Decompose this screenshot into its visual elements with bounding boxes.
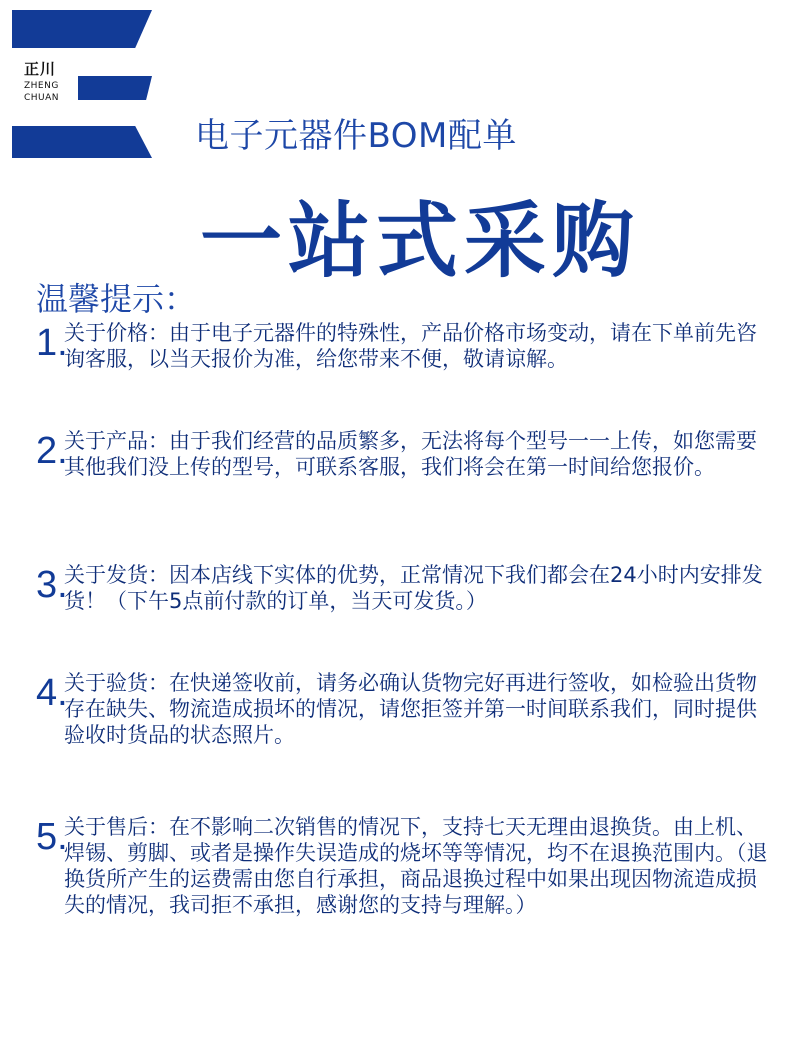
logo-bar-bottom [12,126,152,158]
notice-item-after-sales [36,814,776,918]
notice-item-shipping [36,562,776,614]
page-title: 一站式采购 [200,194,641,289]
item-number: 3. [36,564,68,606]
item-text: 关于产品：由于我们经营的品质繁多，无法将每个型号一一上传，如您需要其他我们没上传的型号，可联系客服，我们将会在第一时间给您报价。 [64,429,757,479]
tips-heading: 温馨提示： [36,280,197,318]
item-number: 2. [36,430,68,472]
notice-item-product [36,428,776,480]
item-text: 关于发货：因本店线下实体的优势，正常情况下我们都会在24小时内安排发货！（下午5点前付款的订单，当天可发货。） [64,563,763,613]
item-number: 1. [36,322,68,364]
item-text: 关于售后：在不影响二次销售的情况下，支持七天无理由退换货。由上机、焊锡、剪脚、或者是操作失误造成的烧坏等等情况，均不在退换范围内。（退换货所产生的运费需由您自行承担，商品退换过程中如果出现因物流造成损失的情况，我司拒不承担，感谢您的支持与理解。） [64,815,768,917]
item-text: 关于价格：由于电子元器件的特殊性，产品价格市场变动，请在下单前先咨询客服，以当天报价为准，给您带来不便，敬请谅解。 [64,321,757,371]
logo-en-line1: ZHENG [24,81,59,91]
logo-en-line2: CHUAN [24,93,60,103]
logo-cn-text: 正川 [24,60,57,78]
logo-mark [24,62,84,104]
notice-item-price [36,320,776,372]
item-number: 5. [36,816,68,858]
item-number: 4. [36,672,68,714]
logo-bar-top [12,10,152,48]
subtitle: 电子元器件BOM配单 [195,116,517,156]
logo-bar-middle [78,76,152,100]
logo [12,10,157,158]
notice-item-inspection [36,670,776,748]
logo-en-text [24,80,84,104]
item-text: 关于验货：在快递签收前，请务必确认货物完好再进行签收，如检验出货物存在缺失、物流造成损坏的情况，请您拒签并第一时间联系我们，同时提供验收时货品的状态照片。 [64,671,757,747]
